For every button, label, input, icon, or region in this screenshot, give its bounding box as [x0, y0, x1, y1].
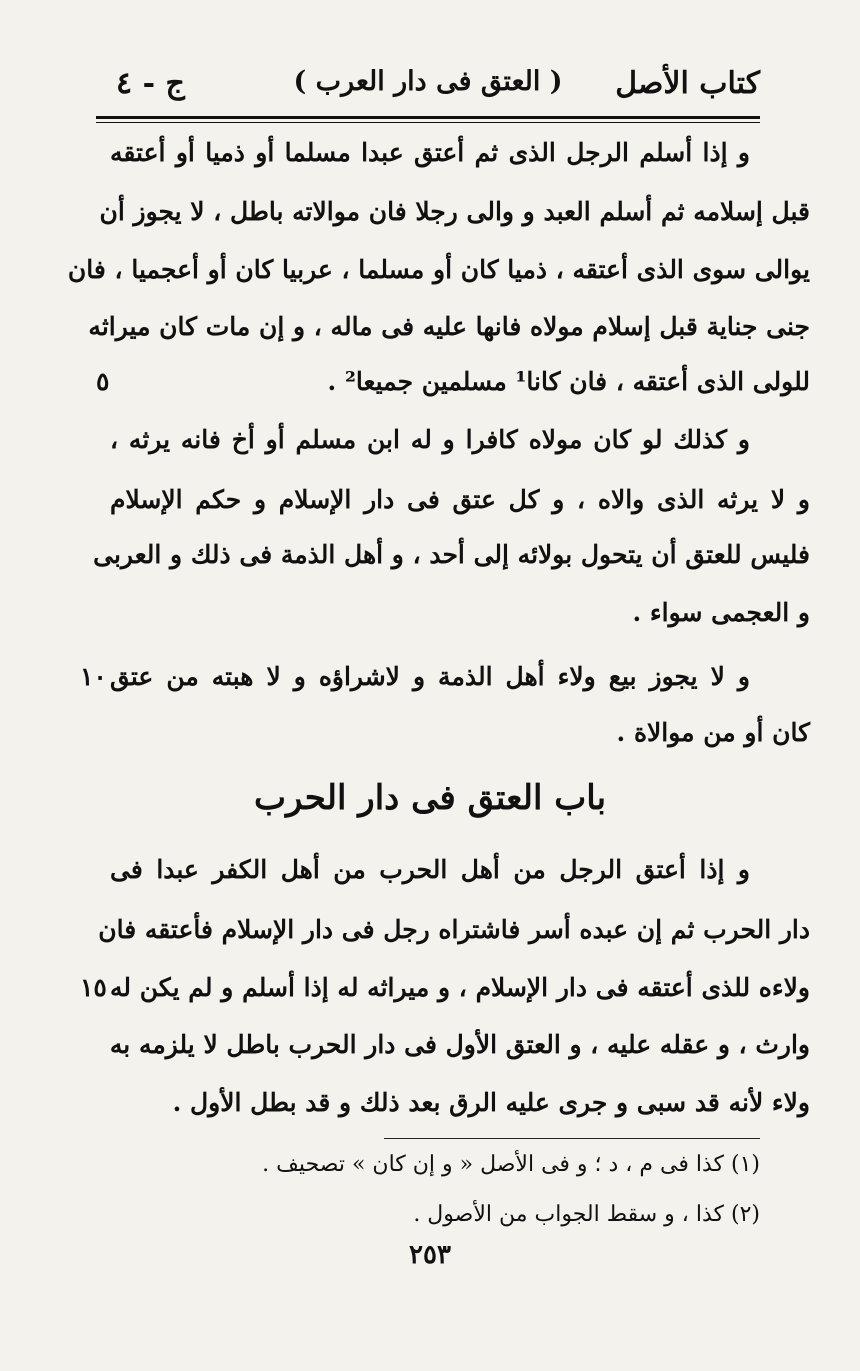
text-line: يوالى سوى الذى أعتقه ، ذميا كان أو مسلما ، عربيا كان أو أعجميا ، فان: [67, 255, 810, 284]
page-number: ٢٥٣: [409, 1240, 451, 1270]
footnote-rule: [384, 1138, 760, 1139]
line-number: ١٠: [80, 662, 107, 691]
text-line: دار الحرب ثم إن عبده أسر فاشتراه رجل فى دار الإسلام فأعتقه فان: [98, 915, 810, 944]
footnote: (١) كذا فى م ، د ؛ و فى الأصل « و إن كان » تصحيف .: [262, 1152, 760, 1177]
text-line: ولاء لأنه قد سبى و جرى عليه الرق بعد ذلك و قد بطل الأول .: [172, 1088, 810, 1117]
book-title: كتاب الأصل: [615, 66, 760, 101]
footnote: (٢) كذا ، و سقط الجواب من الأصول .: [413, 1202, 760, 1227]
text-line: و لا يرثه الذى والاه ، و كل عتق فى دار الإسلام و حكم الإسلام: [110, 485, 810, 514]
text-line: وارث ، و عقله عليه ، و العتق الأول فى دار الحرب باطل لا يلزمه به: [109, 1030, 810, 1059]
text-line: للولى الذى أعتقه ، فان كانا¹ مسلمين جميعا² .: [327, 367, 810, 396]
text-line: و العجمى سواء .: [632, 598, 810, 627]
header-rule-thin: [96, 122, 760, 123]
header-rule-thick: [96, 116, 760, 119]
text-line: و إذا أسلم الرجل الذى ثم أعتق عبدا مسلما أو ذميا أو أعتقه: [110, 138, 750, 167]
line-number: ١٥: [80, 973, 107, 1002]
text-line: قبل إسلامه ثم أسلم العبد و والى رجلا فان موالاته باطل ، لا يجوز أن: [99, 197, 810, 226]
text-line: و كذلك لو كان مولاه كافرا و له ابن مسلم أو أخ فانه يرثه ،: [110, 425, 751, 454]
chapter-heading: باب العتق فى دار الحرب: [253, 778, 607, 818]
volume-label: ج - ٤: [116, 66, 185, 101]
text-line: و لا يجوز بيع ولاء أهل الذمة و لاشراؤه و لا هبته من عتق: [110, 662, 750, 691]
text-line: جنى جناية قبل إسلام مولاه فانها عليه فى ماله ، و إن مات كان ميراثه: [88, 312, 810, 341]
section-title: ( العتق فى دار العرب ): [293, 66, 563, 97]
line-number: ٥: [96, 367, 110, 396]
text-line: ولاءه للذى أعتقه فى دار الإسلام ، و ميراثه له إذا أسلم و لم يكن له: [110, 973, 810, 1002]
running-header: [96, 58, 760, 118]
text-line: فليس للعتق أن يتحول بولائه إلى أحد ، و أهل الذمة فى ذلك و العربى: [93, 540, 810, 569]
text-line: و إذا أعتق الرجل من أهل الحرب من أهل الكفر عبدا فى: [110, 855, 750, 884]
text-line: كان أو من موالاة .: [616, 718, 810, 747]
